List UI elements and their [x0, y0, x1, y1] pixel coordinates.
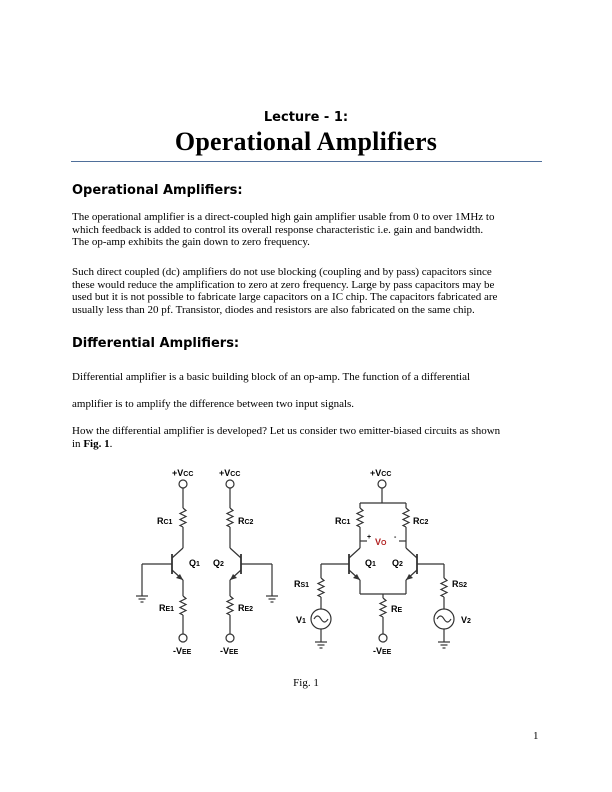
rc2-label: RC2 — [413, 516, 429, 526]
text-line: usually less than 20 pf. Transistor, diodes and resistors are also fabricated on the same chip. — [72, 303, 475, 316]
re2-label: RE2 — [238, 603, 254, 613]
re1-label: RE1 — [159, 603, 175, 613]
resistor-icon — [318, 578, 324, 597]
resistor-icon — [227, 596, 233, 615]
rc1-label: RC1 — [157, 516, 173, 526]
figure-caption: Fig. 1 — [293, 677, 319, 689]
terminal-node — [179, 634, 187, 642]
vee-label: -VEE — [220, 646, 239, 656]
section-heading-op-amps: Operational Amplifiers: — [72, 183, 243, 198]
resistor-icon — [380, 598, 386, 617]
rs2-label: RS2 — [452, 579, 468, 589]
vo-label: VO — [375, 537, 387, 547]
text-line: which feedback is added to control its overall response characteristic i.e. gain and bandwidth. — [72, 223, 484, 236]
terminal-node — [226, 634, 234, 642]
resistor-icon — [403, 508, 409, 527]
v1-label: V1 — [296, 615, 306, 625]
v2-label: V2 — [461, 615, 471, 625]
text-line: The op-amp exhibits the gain down to zero frequency. — [72, 236, 310, 249]
differential-amplifier-circuit — [294, 468, 471, 656]
section-heading-diff-amps: Differential Amplifiers: — [72, 336, 240, 351]
resistor-icon — [441, 578, 447, 597]
vcc-label: +VCC — [219, 468, 241, 478]
text-fragment: in — [72, 437, 84, 450]
page-number: 1 — [533, 730, 539, 742]
rc2-label: RC2 — [238, 516, 254, 526]
sine-wave-icon — [437, 616, 451, 622]
text-line: The operational amplifier is a direct-coupled high gain amplifier usable from 0 to over 1MHz to — [72, 211, 495, 223]
sine-wave-icon — [314, 616, 328, 622]
text-line: amplifier is to amplify the difference between two input signals. — [72, 398, 355, 410]
q1-label: Q1 — [365, 558, 376, 568]
q1-label: Q1 — [189, 558, 200, 568]
vee-label: -VEE — [173, 646, 192, 656]
lecture-label: Lecture - 1: — [263, 110, 349, 125]
q2-label: Q2 — [392, 558, 403, 568]
single-emitter-biased-circuit-2 — [213, 468, 278, 656]
terminal-node — [378, 480, 386, 488]
text-line: these would reduce the amplification to zero at zero frequency. Large by pass capacitors may be — [72, 278, 495, 291]
text-line: Differential amplifier is a basic building block of an op-amp. The function of a differential — [72, 371, 471, 383]
vcc-label: +VCC — [370, 468, 392, 478]
page-title: Operational Amplifiers — [174, 127, 438, 156]
resistor-icon — [227, 508, 233, 527]
q2-label: Q2 — [213, 558, 224, 568]
text-line: Such direct coupled (dc) amplifiers do not use blocking (coupling and by pass) capacitors since — [72, 266, 492, 278]
resistor-icon — [357, 508, 363, 527]
terminal-node — [179, 480, 187, 488]
vo-plus-sign: + — [367, 534, 372, 541]
text-line: used but it is not possible to fabricate large capacitors on a IC chip. The capacitors fabricated are — [72, 291, 498, 304]
terminal-node — [226, 480, 234, 488]
vo-minus-sign: - — [394, 534, 397, 541]
vcc-label: +VCC — [172, 468, 194, 478]
vee-label: -VEE — [373, 646, 392, 656]
resistor-icon — [180, 508, 186, 527]
text-fragment: . — [109, 437, 113, 450]
terminal-node — [379, 634, 387, 642]
figure-reference: Fig. 1 — [83, 437, 110, 450]
rc1-label: RC1 — [335, 516, 351, 526]
single-emitter-biased-circuit-1 — [136, 468, 200, 656]
text-line: How the differential amplifier is developed? Let us consider two emitter-biased circuits as shown — [72, 425, 501, 437]
resistor-icon — [180, 596, 186, 615]
rs1-label: RS1 — [294, 579, 310, 589]
re-label: RE — [391, 604, 403, 614]
